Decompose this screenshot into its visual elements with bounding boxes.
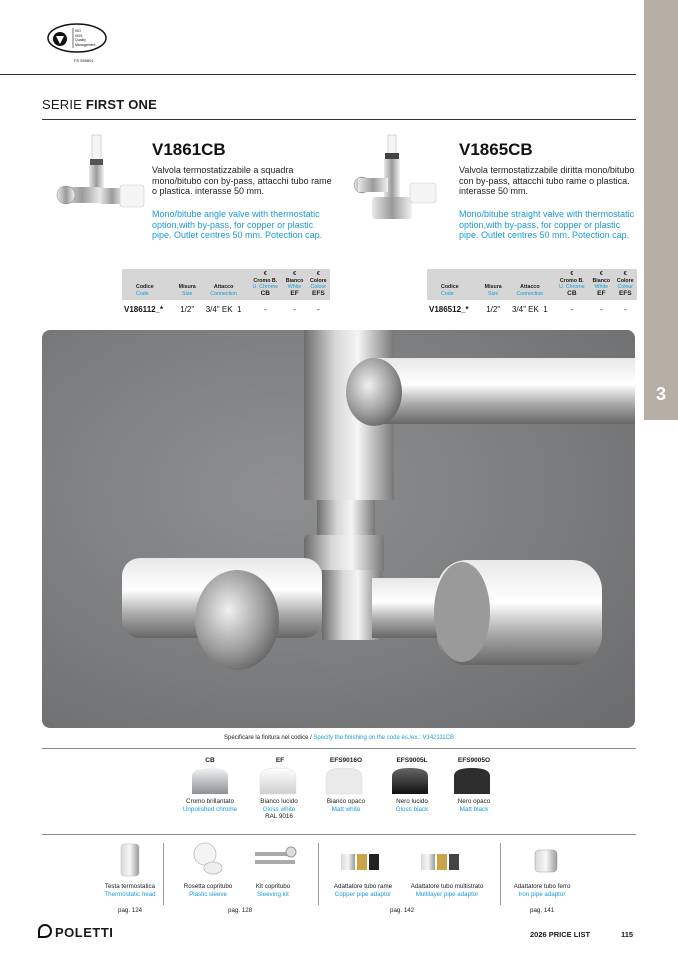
th-cb: € Cromo B. U. Chrome CB <box>248 269 282 300</box>
page-ref: pag. 141 <box>530 907 555 914</box>
product-desc-it-2: Valvola termostatizzabile diritta mono/bitubo con by-pass, attacchi tubo rame o plastica. interasse 50 mm. <box>459 165 635 196</box>
copper-adaptor-icon <box>341 854 379 870</box>
finish-code: EF <box>275 757 285 764</box>
th-ef: € Bianco White EF <box>282 269 306 300</box>
header-rule <box>0 74 636 75</box>
product-desc-en-1: Mono/bitube angle valve with thermostatic option,with by-pass, for copper or plastic pipe. Outlet centres 50 mm. Potection cap. <box>152 209 323 240</box>
price-list-label: 2026 PRICE LIST <box>530 930 591 939</box>
poletti-logo: POLETTI <box>38 924 113 940</box>
accessory-name: Rosetta copritubo Plastic sleeve <box>183 883 233 898</box>
product-table-1 <box>122 269 330 314</box>
cert-ps-number: FS 559601 <box>74 58 94 63</box>
accessory-name: Adattatore tubo rame Copper pipe adaptor <box>333 883 393 898</box>
product-desc-it-1: Valvola termostatizzabile a squadra mono/bitubo con by-pass, attacchi tubo rame o plastica. interasse 50 mm. <box>152 165 332 196</box>
finish-code: EFS9016O <box>329 757 363 764</box>
multilayer-adaptor-icon <box>421 854 459 870</box>
sleeving-kit-icon <box>255 847 296 864</box>
cert-text: ISO 9001 Quality Management <box>75 29 96 47</box>
product-desc-en-2: Mono/bitube straight valve with thermostatic option,with by-pass, for copper or plastic pipe. Outlet centres 50 mm. Potection cap. <box>459 209 635 240</box>
finish-code: EFS9005L <box>396 757 428 764</box>
straight-valve-image <box>350 133 450 228</box>
angle-valve-image <box>52 133 147 223</box>
finish-code: EFS9005O <box>457 757 491 764</box>
table-row: V186112_* 1/2" 3/4" EK 1 - - - <box>124 305 320 314</box>
finish-name: Nero lucido Gloss black <box>395 798 429 813</box>
product-table-2: Codice Code Misura Size Attacco Connection € Cromo B. U. Chrome CB € Bianco White EF € Colore Colour EFS V186512_* 1/2" 3/4" EK 1 - - - <box>427 269 637 314</box>
valve-installation-photo <box>42 330 635 728</box>
page-number: 115 <box>621 930 634 939</box>
section-tab-bar <box>644 0 678 420</box>
series-rule <box>42 119 636 120</box>
finish-swatches <box>190 766 490 796</box>
swatch-cb <box>192 768 228 794</box>
accessory-name: Testa termostatica Thermostatic head <box>104 883 156 898</box>
th-size: Misura Size <box>175 269 199 300</box>
accessories-images <box>105 842 585 882</box>
accessories-rule <box>42 834 636 835</box>
page-ref: pag. 124 <box>118 907 143 914</box>
finish-note: Specificare la finitura nel codice / Specify the finishing on the code es./ex.: V142111CB <box>224 735 454 741</box>
swatch-efs9005l <box>392 768 428 794</box>
iron-adaptor-icon <box>535 850 557 872</box>
series-title: SERIE FIRST ONE <box>42 97 157 112</box>
swatch-ef <box>260 768 296 794</box>
product-code-1: V1861CB <box>152 140 226 159</box>
finish-name: Cromo brillantato Unpolished chrome <box>182 798 238 813</box>
th-efs: € Colore Colour EFS <box>307 269 330 300</box>
swatch-efs9016o <box>326 768 362 794</box>
th-conn: Attacco Connection <box>199 269 248 300</box>
table-row: V186512_* 1/2" 3/4" EK 1 - - - <box>429 305 627 314</box>
th-code: Codice Code <box>122 269 175 300</box>
page-ref: pag. 128 <box>228 907 253 914</box>
page-ref: pag. 142 <box>390 907 415 914</box>
finish-name: Bianco opaco Matt white <box>326 798 366 813</box>
finish-code: CB <box>205 757 215 764</box>
swatch-efs9005o <box>454 768 490 794</box>
section-number: 3 <box>644 376 678 416</box>
thermostatic-head-icon <box>121 844 139 876</box>
finish-name: Nero opaco Matt black <box>457 798 491 813</box>
product-code-2: V1865CB <box>459 140 533 159</box>
accessory-name: Adattatore tubo ferro Iron pipe adaptor <box>513 883 571 898</box>
finish-rule <box>42 748 636 749</box>
accessory-name: Kit copritubo Sleeving kit <box>255 883 291 898</box>
accessory-name: Adattatore tubo multistrato Multilayer pipe adaptor <box>410 883 484 898</box>
finish-name: Bianco lucido Gloss white RAL 9016 <box>260 798 298 820</box>
